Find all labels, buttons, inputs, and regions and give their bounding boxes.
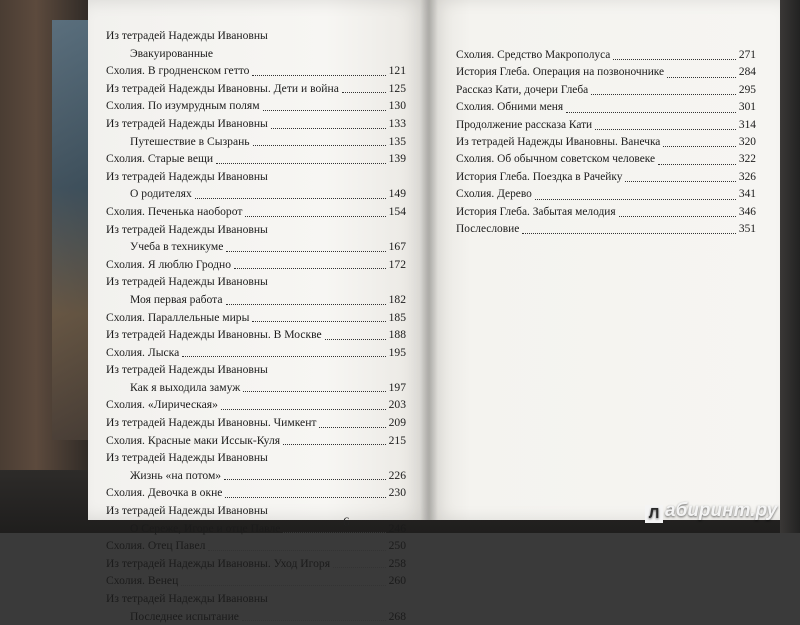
toc-entry-title: Рассказ Кати, дочери Глеба	[456, 83, 589, 96]
toc-entry-title: Из тетрадей Надежды Ивановны. В Москве	[106, 328, 322, 342]
toc-entry	[106, 133, 406, 151]
toc-entry-page: 125	[388, 81, 406, 95]
toc-leader-dots	[333, 566, 386, 568]
toc-entry-title: Учеба в техникуме	[130, 240, 224, 254]
toc-entry-page: 197	[388, 380, 406, 394]
toc-leader-dots	[181, 584, 386, 586]
toc-entry-page: 121	[388, 64, 406, 78]
toc-entry	[456, 82, 756, 99]
toc-entry-title: История Глеба. Операция на позвоночнике	[456, 66, 665, 79]
toc-entry	[106, 238, 406, 256]
toc-entry-title: История Глеба. Забытая мелодия	[456, 205, 616, 218]
toc-entry-page: 167	[388, 240, 406, 254]
toc-leader-dots	[522, 232, 736, 234]
toc-leader-dots	[595, 128, 736, 130]
toc-leader-dots	[619, 215, 736, 217]
watermark-logo	[645, 500, 777, 523]
toc-leader-dots	[243, 390, 386, 392]
toc-entry	[106, 520, 406, 538]
toc-entry	[106, 555, 406, 573]
toc-entry-page: 203	[388, 398, 406, 412]
toc-entry	[106, 291, 406, 309]
toc-entry-page: 246	[388, 521, 406, 535]
left-table-of-contents	[106, 27, 406, 625]
toc-entry-title: Схолия. Обними меня	[456, 101, 564, 114]
toc-entry-page: 130	[388, 99, 406, 113]
toc-entry-title: Послесловие	[456, 222, 520, 235]
toc-entry-page: 188	[388, 328, 406, 342]
toc-leader-dots	[535, 198, 736, 200]
book-gutter	[420, 0, 438, 520]
toc-entry-title: Схолия. «Лирическая»	[106, 398, 218, 412]
toc-entry	[456, 47, 756, 64]
toc-entry	[106, 326, 406, 344]
toc-entry-page: 250	[388, 539, 406, 553]
toc-entry	[106, 27, 406, 45]
toc-entry	[106, 572, 406, 590]
toc-entry-page: 320	[738, 135, 756, 148]
toc-entry-title: Из тетрадей Надежды Ивановны	[106, 169, 268, 183]
toc-entry-title: Схолия. По изумрудным полям	[106, 99, 260, 113]
toc-leader-dots	[271, 127, 386, 129]
toc-entry-page: 295	[738, 83, 756, 96]
toc-entry	[106, 256, 406, 274]
toc-entry-page: 351	[738, 222, 756, 235]
toc-entry-title: Схолия. Об обычном советском человеке	[456, 153, 656, 166]
toc-leader-dots	[208, 549, 386, 551]
toc-leader-dots	[252, 320, 386, 322]
toc-entry	[106, 537, 406, 555]
toc-entry-title: Из тетрадей Надежды Ивановны. Ванечка	[456, 135, 661, 148]
toc-entry	[106, 168, 406, 186]
toc-entry	[106, 185, 406, 203]
toc-entry-page: 346	[738, 205, 756, 218]
toc-entry-page: 182	[388, 292, 406, 306]
toc-entry	[106, 484, 406, 502]
toc-entry	[456, 151, 756, 168]
background-right	[780, 0, 800, 533]
toc-entry-title: Схолия. Девочка в окне	[106, 486, 223, 500]
toc-entry-title: Путешествие в Сызрань	[130, 134, 250, 148]
toc-leader-dots	[224, 478, 386, 480]
toc-entry	[456, 169, 756, 186]
toc-leader-dots	[283, 443, 386, 445]
toc-entry	[106, 309, 406, 327]
toc-entry-title: Из тетрадей Надежды Ивановны	[106, 222, 268, 236]
toc-entry	[106, 590, 406, 608]
toc-entry-title: Из тетрадей Надежды Ивановны. Уход Игоря	[106, 556, 331, 570]
toc-entry-title: Схолия. В гродненском гетто	[106, 64, 250, 78]
toc-leader-dots	[245, 215, 386, 217]
toc-entry	[106, 414, 406, 432]
toc-entry-title: Схолия. Лыска	[106, 345, 180, 359]
toc-entry-title: Схолия. Средство Макрополуса	[456, 49, 611, 61]
toc-entry	[456, 204, 756, 221]
toc-entry	[106, 396, 406, 414]
toc-entry-title: Моя первая работа	[130, 292, 223, 306]
toc-leader-dots	[319, 426, 386, 428]
toc-entry-page: 215	[388, 433, 406, 447]
toc-entry-title: Схолия. Отец Павел	[106, 539, 206, 553]
toc-entry	[106, 432, 406, 450]
page-number: 6	[343, 514, 350, 529]
toc-entry-title: Схолия. Старые вещи	[106, 152, 214, 166]
toc-entry-page: 226	[388, 468, 406, 482]
toc-entry-page: 154	[388, 204, 406, 218]
toc-entry-title: История Глеба. Поездка в Рачейку	[456, 170, 623, 183]
toc-entry-title: Из тетрадей Надежды Ивановны	[106, 363, 268, 377]
toc-entry	[106, 344, 406, 362]
toc-entry-page: 301	[738, 101, 756, 114]
toc-entry	[456, 117, 756, 134]
toc-entry-title: Эвакуированные	[130, 46, 213, 60]
toc-entry	[106, 150, 406, 168]
toc-entry-page: 258	[388, 556, 406, 570]
toc-entry-title: О Сереже, Игоре и отце Павле	[130, 521, 281, 535]
toc-entry-title: Схолия. Венец	[106, 574, 179, 588]
toc-entry-page: 135	[388, 134, 406, 148]
toc-leader-dots	[591, 93, 736, 95]
toc-entry	[106, 97, 406, 115]
book-cover-edge	[52, 20, 88, 440]
left-page	[88, 0, 428, 623]
toc-entry	[106, 62, 406, 80]
toc-leader-dots	[263, 109, 386, 111]
toc-entry	[106, 273, 406, 291]
toc-entry-page: 268	[388, 609, 406, 623]
toc-entry-page: 185	[388, 310, 406, 324]
toc-leader-dots	[325, 338, 386, 340]
toc-leader-dots	[342, 91, 386, 93]
toc-entry	[106, 115, 406, 133]
toc-entry-title: Последнее испытание	[130, 609, 239, 623]
toc-entry-title: Жизнь «на потом»	[130, 468, 222, 482]
toc-entry-title: Из тетрадей Надежды Ивановны	[106, 504, 268, 518]
toc-entry-title: Схолия. Я люблю Гродно	[106, 257, 232, 271]
toc-entry-page: 149	[388, 187, 406, 201]
toc-entry	[106, 467, 406, 485]
watermark-text: абиринт.ру	[665, 500, 778, 521]
toc-entry-title: Из тетрадей Надежды Ивановны	[106, 116, 268, 130]
toc-leader-dots	[253, 144, 386, 146]
toc-leader-dots	[242, 619, 386, 621]
toc-entry-page: 172	[388, 257, 406, 271]
toc-entry-title: Из тетрадей Надежды Ивановны. Чимкент	[106, 416, 317, 430]
toc-leader-dots	[182, 355, 386, 357]
toc-leader-dots	[195, 197, 386, 199]
toc-leader-dots	[226, 250, 386, 252]
toc-entry	[106, 221, 406, 239]
right-page	[428, 0, 780, 520]
toc-entry-page: 209	[388, 416, 406, 430]
toc-leader-dots	[663, 145, 736, 147]
toc-entry	[106, 45, 406, 63]
right-table-of-contents	[456, 47, 756, 238]
toc-entry-title: Из тетрадей Надежды Ивановны	[106, 451, 268, 465]
toc-leader-dots	[225, 496, 386, 498]
toc-entry-title: Схолия. Печенька наоборот	[106, 204, 243, 218]
toc-entry	[456, 64, 756, 81]
toc-entry	[106, 203, 406, 221]
toc-entry-title: Схолия. Красные маки Иссык-Куля	[106, 433, 281, 447]
toc-entry	[456, 134, 756, 151]
toc-entry	[106, 449, 406, 467]
toc-entry	[456, 221, 756, 238]
toc-leader-dots	[667, 76, 736, 78]
toc-entry-title: О родителях	[130, 187, 192, 201]
toc-entry-page: 271	[738, 49, 756, 61]
toc-leader-dots	[221, 408, 386, 410]
toc-entry-page: 284	[738, 66, 756, 79]
toc-entry-title: Из тетрадей Надежды Ивановны	[106, 29, 268, 42]
toc-leader-dots	[226, 303, 386, 305]
toc-leader-dots	[613, 58, 736, 60]
toc-entry	[106, 361, 406, 379]
toc-entry-page: 139	[388, 152, 406, 166]
toc-entry-page: 230	[388, 486, 406, 500]
toc-leader-dots	[234, 267, 386, 269]
toc-leader-dots	[216, 162, 386, 164]
toc-leader-dots	[658, 163, 736, 165]
toc-entry-title: Из тетрадей Надежды Ивановны. Дети и война	[106, 81, 339, 95]
toc-entry-page: 195	[388, 345, 406, 359]
toc-entry	[106, 608, 406, 625]
toc-entry-page: 314	[738, 118, 756, 131]
toc-entry	[106, 379, 406, 397]
toc-entry-title: Схолия. Дерево	[456, 188, 532, 201]
toc-leader-dots	[566, 111, 736, 113]
toc-entry	[106, 502, 406, 520]
toc-entry	[456, 186, 756, 203]
toc-entry-title: Продолжение рассказа Кати	[456, 118, 593, 131]
toc-entry-page: 260	[388, 574, 406, 588]
toc-entry-page: 322	[738, 153, 756, 166]
watermark-badge: Л	[645, 505, 663, 523]
toc-leader-dots	[283, 531, 386, 533]
toc-entry-page: 341	[738, 188, 756, 201]
toc-entry-title: Из тетрадей Надежды Ивановны	[106, 592, 268, 605]
toc-entry-page: 133	[388, 116, 406, 130]
toc-leader-dots	[252, 74, 386, 76]
toc-entry	[106, 80, 406, 98]
toc-entry-title: Схолия. Параллельные миры	[106, 310, 250, 324]
toc-entry	[456, 99, 756, 116]
toc-entry-page: 326	[738, 170, 756, 183]
toc-entry-title: Как я выходила замуж	[130, 380, 241, 394]
toc-leader-dots	[625, 180, 736, 182]
toc-entry-title: Из тетрадей Надежды Ивановны	[106, 275, 268, 289]
